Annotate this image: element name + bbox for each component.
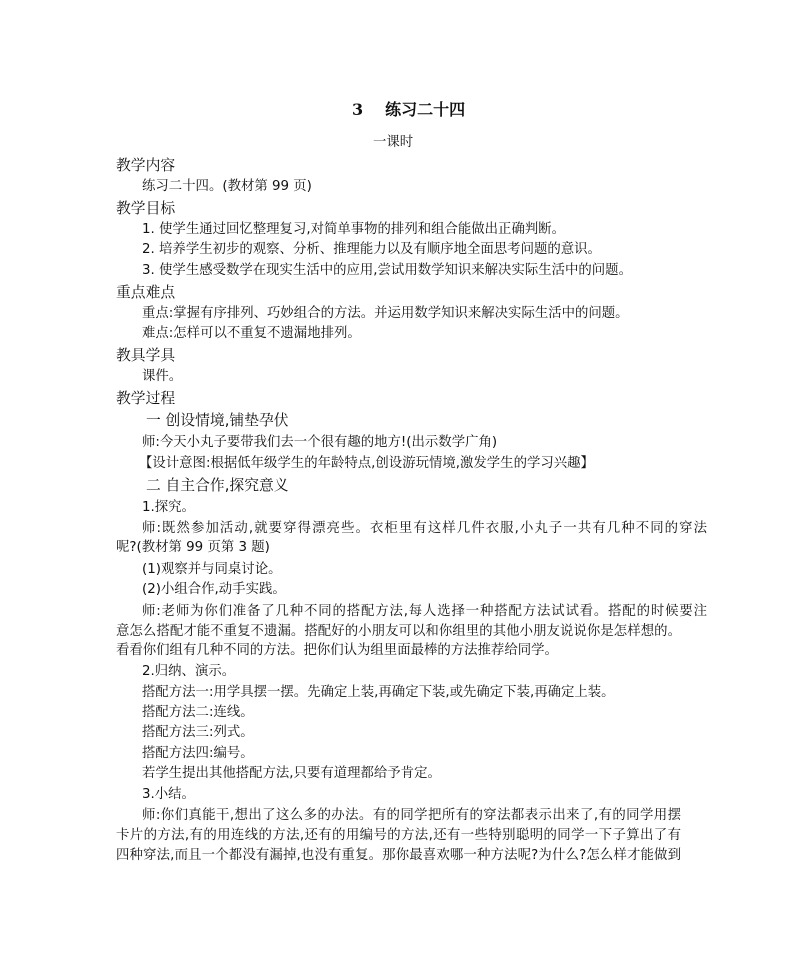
process-part2-heading: 二 自主合作,探究意义	[146, 477, 289, 494]
step-conclusion: 3.小结。	[142, 787, 195, 802]
step-summary-demo: 2.归纳、演示。	[142, 664, 236, 679]
heading-tools: 教具学具	[116, 347, 176, 364]
method-2: 搭配方法二:连线。	[142, 705, 254, 720]
para2-line1: 师:老师为你们准备了几种不同的搭配方法,每人选择一种搭配方法试试看。搭配的时候要注	[142, 604, 707, 619]
para1-line1: 师:既然参加活动,就要穿得漂亮些。衣柜里有这样几件衣服,小丸子一共有几种不同的穿法	[142, 521, 707, 536]
method-3: 搭配方法三:列式。	[142, 725, 254, 740]
lesson-period: 一课时	[373, 135, 414, 150]
tools-text: 课件。	[142, 369, 183, 384]
heading-goals: 教学目标	[116, 200, 176, 217]
method-4: 搭配方法四:编号。	[142, 746, 254, 761]
para1-line2: 呢?(教材第 99 页第 3 题)	[116, 540, 270, 555]
goal-item-3: 3. 使学生感受数学在现实生活中的应用,尝试用数学知识来解决实际生活中的问题。	[142, 263, 632, 278]
step-explore: 1.探究。	[142, 500, 195, 515]
para3-line3: 四种穿法,而且一个都没有漏掉,也没有重复。那你最喜欢哪一种方法呢?为什么?怎么样才能做到	[116, 848, 681, 863]
goal-item-2: 2. 培养学生初步的观察、分析、推理能力以及有顺序地全面思考问题的意识。	[142, 242, 601, 257]
sub-step-2: (2)小组合作,动手实践。	[142, 582, 286, 597]
part1-design-intent: 【设计意图:根据低年级学生的年龄特点,创设游玩情境,激发学生的学习兴趣】	[139, 456, 594, 471]
difficult-point: 难点:怎样可以不重复不遗漏地排列。	[142, 326, 361, 341]
part1-teacher: 师:今天小丸子要带我们去一个很有趣的地方!(出示数学广角)	[142, 435, 498, 450]
sub-step-1: (1)观察并与同桌讨论。	[142, 562, 282, 577]
para2-line2: 意怎么搭配才能不重复不遗漏。搭配好的小朋友可以和你组里的其他小朋友说说你是怎样想的。	[116, 624, 681, 639]
key-point: 重点:掌握有序排列、巧妙组合的方法。并运用数学知识来解决实际生活中的问题。	[142, 306, 629, 321]
page-title	[352, 101, 465, 119]
para2-line3: 看看你们组有几种不同的方法。把你们认为组里面最棒的方法推荐给同学。	[116, 643, 558, 658]
heading-content: 教学内容	[116, 157, 176, 174]
goal-item-1: 1. 使学生通过回忆整理复习,对简单事物的排列和组合能做出正确判断。	[142, 222, 566, 237]
method-1: 搭配方法一:用学具摆一摆。先确定上装,再确定下装,或先确定下装,再确定上装。	[142, 685, 615, 700]
para3-line2: 卡片的方法,有的用连线的方法,还有的用编号的方法,还有一些特别聪明的同学一下子算出了有	[116, 828, 681, 843]
heading-keypoints: 重点难点	[116, 284, 176, 301]
process-part1-heading: 一 创设情境,铺垫孕伏	[146, 412, 289, 429]
lesson-title: 练习二十四	[385, 100, 466, 119]
lesson-number: 3	[352, 100, 364, 119]
heading-process: 教学过程	[116, 390, 176, 407]
para3-line1: 师:你们真能干,想出了这么多的办法。有的同学把所有的穿法都表示出来了,有的同学用摆	[142, 808, 681, 823]
other-methods: 若学生提出其他搭配方法,只要有道理都给予肯定。	[142, 766, 441, 781]
content-text: 练习二十四。(教材第 99 页)	[142, 179, 312, 194]
